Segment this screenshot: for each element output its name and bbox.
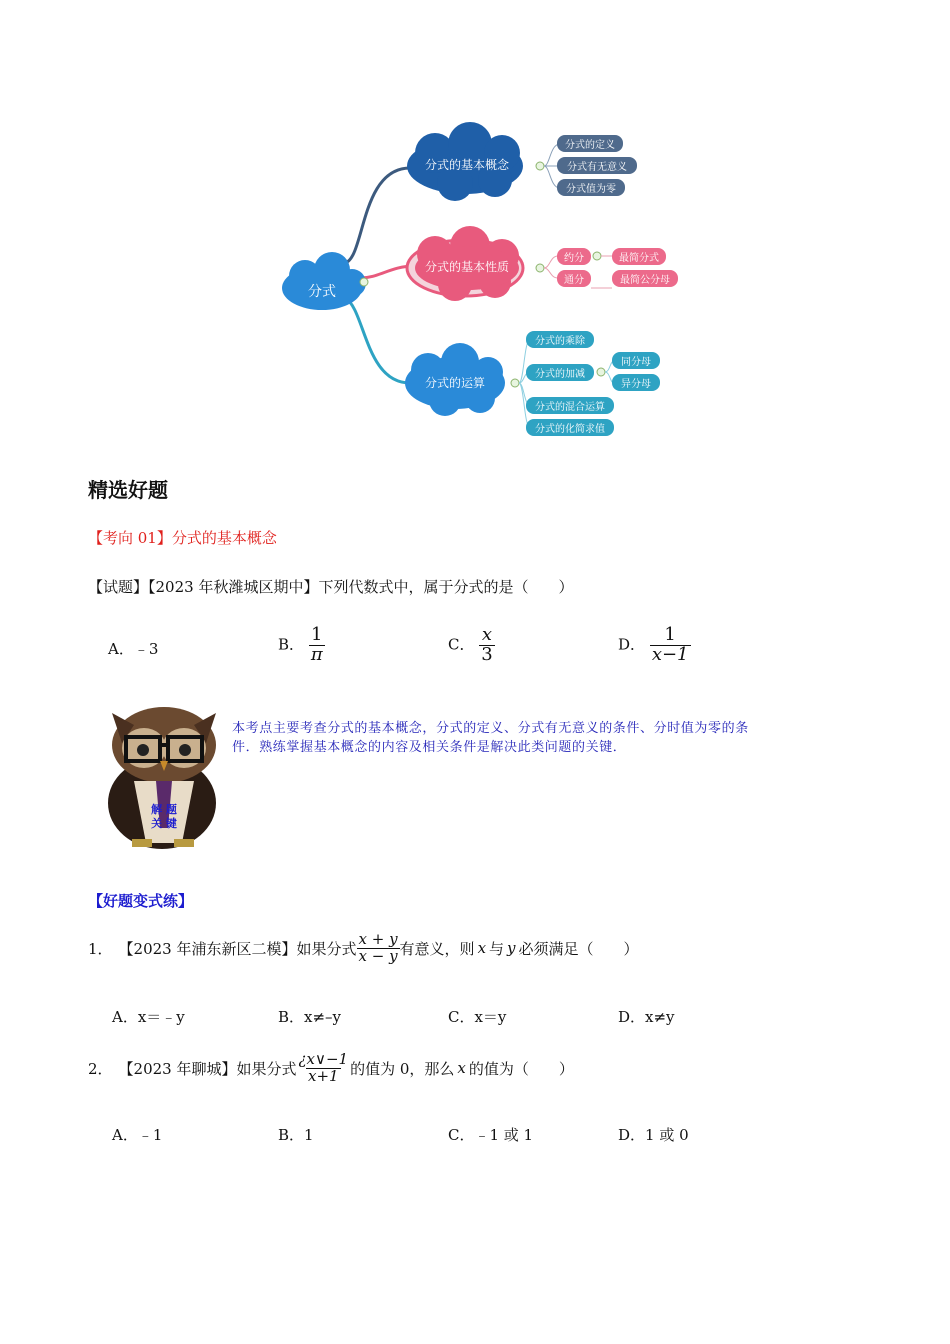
- tip-text: 本考点主要考查分式的基本概念，分式的定义、分式有无意义的条件、分时值为零的条 件．熟练掌握基本概念的内容及相关条件是解决此类问题的关键．: [232, 721, 749, 755]
- practice-title: 【好题变式练】: [88, 892, 194, 910]
- fraction: $\frac{¿x\vee-1}{x+1}$: [298, 1050, 349, 1085]
- q1-option-c: C．x＝y: [448, 1008, 507, 1026]
- question-number: 1．: [88, 939, 113, 958]
- fraction: $\frac{1}{x-1}$: [651, 624, 689, 665]
- root-label: 分式: [308, 284, 336, 300]
- trial-option-c: C． $\frac{x}{3}$: [448, 624, 493, 665]
- svg-text:分式的运算: 分式的运算: [424, 376, 486, 390]
- svg-text:分式的混合运算: 分式的混合运算: [535, 402, 605, 413]
- direction-heading: [88, 527, 277, 548]
- connector-operation: [345, 298, 410, 383]
- direction-tag: 【考向 01】: [88, 529, 172, 547]
- svg-text:分式有无意义: 分式有无意义: [567, 162, 627, 173]
- q1-option-a: A．x＝﹣y: [112, 1008, 185, 1026]
- connector-concept: [345, 168, 410, 263]
- question-2: 2． 【2023 年聊城】如果分式 $\frac{¿x\vee-1}{x+1}$ 的值为 0，那么 x 的值为（ ）: [88, 1050, 574, 1085]
- q1-option-b: B．x≠–y: [278, 1008, 342, 1026]
- q2-option-b: B．1: [278, 1126, 314, 1144]
- fraction: $\frac{x}{3}$: [481, 624, 493, 665]
- svg-text:分式的化简求值: 分式的化简求值: [535, 424, 605, 435]
- svg-text:最简公分母: 最简公分母: [620, 275, 670, 286]
- question-number: 2．: [88, 1059, 113, 1078]
- trial-question: 【试题】【2023 年秋潍城区期中】下列代数式中，属于分式的是（ ）: [88, 578, 574, 596]
- svg-text:分式的基本性质: 分式的基本性质: [424, 260, 510, 274]
- svg-text:分式的加减: 分式的加减: [535, 369, 585, 380]
- mind-map-diagram: [270, 118, 690, 448]
- q2-option-a: A．﹣1: [112, 1126, 163, 1144]
- svg-text:同分母: 同分母: [621, 357, 651, 368]
- svg-text:关 键: 关 键: [151, 817, 177, 830]
- trial-option-d: D． $\frac{1}{x-1}$: [618, 624, 689, 665]
- svg-text:异分母: 异分母: [621, 379, 651, 390]
- root-cloud: [282, 252, 366, 310]
- trial-option-b: B． $\frac{1}{\pi}$: [278, 624, 323, 665]
- question-1: 1． 【2023 年浦东新区二模】如果分式 $\frac{x + y}{x - y}$ 有意义，则 x 与 y 必须满足（ ）: [88, 930, 639, 965]
- svg-text:分式的定义: 分式的定义: [565, 140, 615, 151]
- svg-text:通分: 通分: [564, 275, 584, 286]
- q2-option-d: D．1 或 0: [618, 1126, 689, 1144]
- direction-title: 分式的基本概念: [171, 529, 277, 547]
- fraction: $\frac{1}{\pi}$: [310, 624, 323, 665]
- fraction: $\frac{x + y}{x - y}$: [358, 930, 398, 965]
- svg-text:分式的基本概念: 分式的基本概念: [424, 158, 510, 172]
- branch-cloud-concept: [407, 122, 523, 201]
- svg-text:分式值为零: 分式值为零: [566, 184, 616, 195]
- branch-cloud-property: [407, 226, 523, 301]
- section-title: 精选好题: [88, 478, 168, 502]
- branch-cloud-operation: [405, 343, 505, 416]
- q1-option-d: D．x≠y: [618, 1008, 675, 1026]
- svg-text:解 题: 解 题: [151, 803, 177, 816]
- svg-text:最简分式: 最简分式: [619, 253, 659, 264]
- owl-tip-image: [104, 703, 222, 849]
- svg-text:约分: 约分: [564, 253, 584, 264]
- svg-text:分式的乘除: 分式的乘除: [535, 336, 585, 347]
- trial-option-a: A．﹣3: [108, 640, 159, 658]
- q2-option-c: C．﹣1 或 1: [448, 1126, 534, 1144]
